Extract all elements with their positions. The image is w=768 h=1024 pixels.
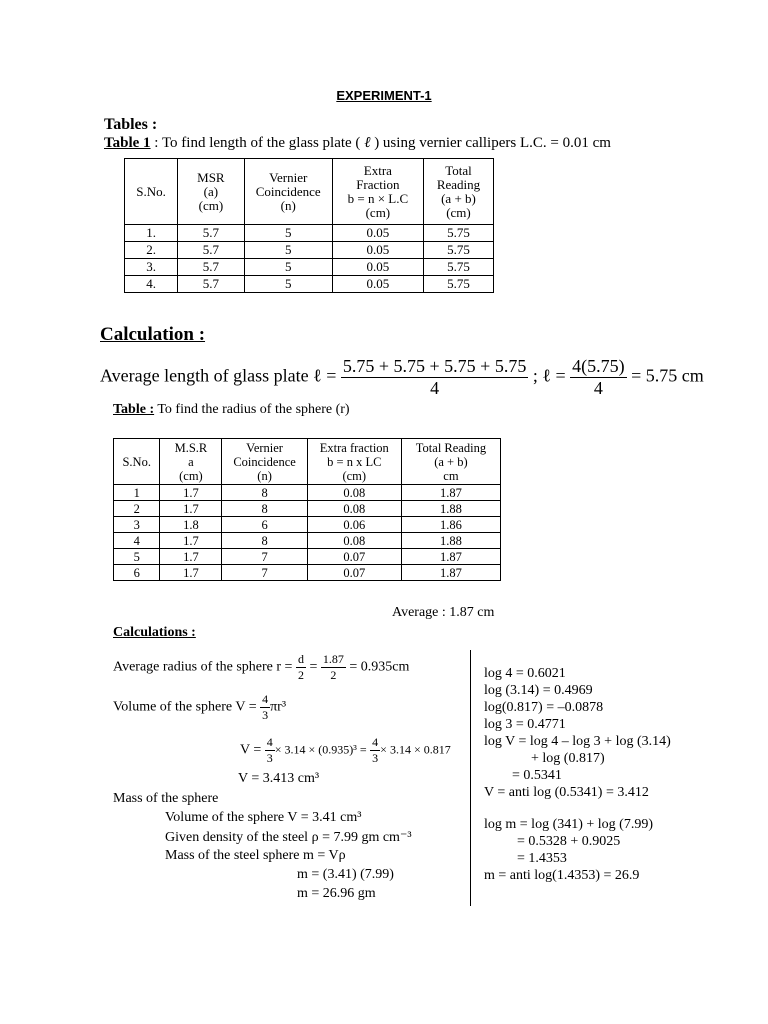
table-cell: 0.05 [332, 225, 423, 242]
table-row [114, 485, 501, 501]
header-cell: Vernier Coincidence (n) [244, 159, 332, 225]
table-cell: 1.7 [160, 533, 222, 549]
log-line-12: m = anti log(1.4353) = 26.9 [484, 868, 640, 883]
table-cell: 0.07 [307, 549, 401, 565]
table-cell: 1.7 [160, 485, 222, 501]
table-cell: 5 [244, 276, 332, 293]
table-cell: 6 [222, 517, 307, 533]
table-cell: 0.08 [307, 501, 401, 517]
header-row [114, 439, 501, 485]
log-line-1: log 4 = 0.6021 [484, 666, 566, 681]
mass-density: Given density of the steel ρ = 7.99 gm cm⁻³ [165, 830, 412, 845]
fraction-numerator: 1.87 [322, 652, 344, 666]
table-row [114, 533, 501, 549]
table-row [114, 565, 501, 581]
fraction-numerator: d [297, 652, 304, 666]
table-cell: 1.87 [401, 549, 500, 565]
fraction-numerator: 4 [266, 735, 273, 749]
header-cell: Total Reading (a + b) (cm) [423, 159, 493, 225]
table-cell: 7 [222, 565, 307, 581]
avg-length-sep: ; ℓ = [532, 365, 566, 386]
log-line-3: log(0.817) = –0.0878 [484, 700, 604, 715]
table-row [114, 517, 501, 533]
table-cell: 5.7 [178, 276, 245, 293]
table-cell: 0.05 [332, 242, 423, 259]
volume-tail: πr³ [270, 699, 287, 715]
table-cell: 0.08 [307, 533, 401, 549]
fraction-denominator: 3 [266, 751, 273, 765]
mass-heading: Mass of the sphere [113, 791, 219, 806]
fraction-denominator: 4 [593, 378, 603, 398]
table-row [125, 242, 494, 259]
table1-label: Table 1 [104, 135, 151, 151]
log-line-11: = 1.4353 [517, 851, 567, 866]
log-line-10: = 0.5328 + 0.9025 [517, 834, 621, 849]
avg-radius-label: Average radius of the sphere r = [113, 659, 293, 675]
avg-length-label: Average length of glass plate ℓ = [100, 365, 337, 386]
table2-caption-text: To find the radius of the sphere (r) [154, 402, 350, 417]
volume-fraction [260, 692, 270, 723]
avg-length-result: = 5.75 cm [631, 365, 704, 386]
table-cell: 1 [114, 485, 160, 501]
header-cell: Vernier Coincidence (n) [222, 439, 307, 485]
experiment-title: EXPERIMENT-1 [336, 88, 432, 103]
log-line-8: V = anti log (0.5341) = 3.412 [484, 785, 649, 800]
table-row [125, 225, 494, 242]
log-line-4: log 3 = 0.4771 [484, 717, 566, 732]
table-cell: 5.7 [178, 242, 245, 259]
column-divider [470, 650, 471, 906]
table-cell: 1.87 [401, 485, 500, 501]
table-cell: 6 [114, 565, 160, 581]
table1-caption-pre: : To find length of the glass plate ( [150, 135, 365, 151]
average-radius-reading: Average : 1.87 cm [392, 605, 495, 620]
calculations-heading: Calculations : [113, 625, 196, 640]
table-cell: 2 [114, 501, 160, 517]
table-cell: 4 [114, 533, 160, 549]
volume-result: V = 3.413 cm³ [238, 771, 320, 786]
table-cell: 5.75 [423, 242, 493, 259]
avg-length-fraction [341, 356, 528, 399]
fraction-numerator: 4(5.75) [572, 356, 625, 376]
table-cell: 1.86 [401, 517, 500, 533]
average-length-equation [100, 356, 704, 399]
radius-fraction-d [296, 652, 306, 683]
fraction-denominator: 3 [372, 751, 379, 765]
mass-formula: Mass of the steel sphere m = Vρ [165, 848, 346, 863]
v-line-pre: V = [240, 742, 262, 758]
sphere-radius-table [113, 438, 501, 581]
v-line-mid: × 3.14 × (0.935)³ = [274, 742, 367, 757]
table-cell: 2. [125, 242, 178, 259]
table1-caption-symbol: ℓ [364, 135, 371, 151]
header-row [125, 159, 494, 225]
v-fraction-2 [370, 735, 380, 766]
v-line-tail: × 3.14 × 0.817 [380, 742, 451, 757]
table-cell: 1.7 [160, 549, 222, 565]
v-fraction-1 [265, 735, 275, 766]
header-cell: M.S.R a (cm) [160, 439, 222, 485]
table-cell: 1.88 [401, 501, 500, 517]
fraction-denominator: 4 [430, 378, 440, 398]
header-cell: Total Reading (a + b) cm [401, 439, 500, 485]
table-cell: 5 [244, 225, 332, 242]
table-cell: 5 [244, 259, 332, 276]
table-cell: 4. [125, 276, 178, 293]
table-cell: 0.07 [307, 565, 401, 581]
calculation-heading: Calculation : [100, 324, 206, 345]
table-cell: 8 [222, 533, 307, 549]
table1-caption-post: ) using vernier callipers L.C. = 0.01 cm [370, 135, 611, 151]
header-cell: MSR (a) (cm) [178, 159, 245, 225]
table-cell: 0.06 [307, 517, 401, 533]
fraction-denominator: 3 [262, 708, 269, 722]
table1-caption [104, 135, 611, 152]
table-cell: 5.7 [178, 259, 245, 276]
log-line-9: log m = log (341) + log (7.99) [484, 817, 653, 832]
tables-heading: Tables : [104, 116, 158, 133]
table-cell: 8 [222, 501, 307, 517]
table-row [114, 549, 501, 565]
table2-label: Table : [113, 402, 155, 417]
table-cell: 5.75 [423, 276, 493, 293]
avg-radius-equation: Average radius of the sphere r = $\frac{d}{2}$ = $\frac{1.87}{2}$ = 0.935cm [113, 652, 410, 682]
table-cell: 5 [114, 549, 160, 565]
header-cell: Extra Fraction b = n × L.C (cm) [332, 159, 423, 225]
table2-caption [113, 402, 350, 418]
header-cell: Extra fraction b = n x LC (cm) [307, 439, 401, 485]
table-cell: 3 [114, 517, 160, 533]
table-cell: 1.8 [160, 517, 222, 533]
fraction-numerator: 5.75 + 5.75 + 5.75 + 5.75 [342, 356, 527, 376]
table-cell: 1.87 [401, 565, 500, 581]
table-cell: 8 [222, 485, 307, 501]
header-cell: S.No. [125, 159, 178, 225]
volume-formula [113, 692, 286, 723]
fraction-denominator: 2 [297, 668, 304, 682]
radius-fraction-value [321, 652, 346, 683]
log-line-7: = 0.5341 [512, 768, 562, 783]
table-cell: 5.75 [423, 225, 493, 242]
table-cell: 1.7 [160, 565, 222, 581]
table-cell: 3. [125, 259, 178, 276]
fraction-numerator: 4 [372, 735, 379, 749]
table-cell: 0.05 [332, 259, 423, 276]
mass-result: m = 26.96 gm [297, 886, 376, 901]
table-cell: 1.88 [401, 533, 500, 549]
table-row [114, 501, 501, 517]
table-cell: 1.7 [160, 501, 222, 517]
table-cell: 1. [125, 225, 178, 242]
log-line-5: log V = log 4 – log 3 + log (3.14) [484, 734, 671, 749]
volume-substitution [240, 735, 451, 766]
fraction-denominator: 2 [330, 668, 337, 682]
table-cell: 5.75 [423, 259, 493, 276]
avg-length-fraction-2 [570, 356, 627, 399]
table-row [125, 276, 494, 293]
glass-plate-table [124, 158, 494, 293]
table-cell: 5 [244, 242, 332, 259]
volume-label: Volume of the sphere V = [113, 699, 257, 715]
mass-volume: Volume of the sphere V = 3.41 cm³ [165, 810, 362, 825]
mass-substitution: m = (3.41) (7.99) [297, 867, 394, 882]
fraction-numerator: 4 [262, 692, 269, 706]
avg-radius-result: = 0.935cm [349, 659, 410, 675]
table-cell: 0.08 [307, 485, 401, 501]
table-row [125, 259, 494, 276]
header-cell: S.No. [114, 439, 160, 485]
log-line-2: log (3.14) = 0.4969 [484, 683, 593, 698]
table-cell: 5.7 [178, 225, 245, 242]
table-cell: 7 [222, 549, 307, 565]
table-cell: 0.05 [332, 276, 423, 293]
log-line-6: + log (0.817) [531, 751, 605, 766]
